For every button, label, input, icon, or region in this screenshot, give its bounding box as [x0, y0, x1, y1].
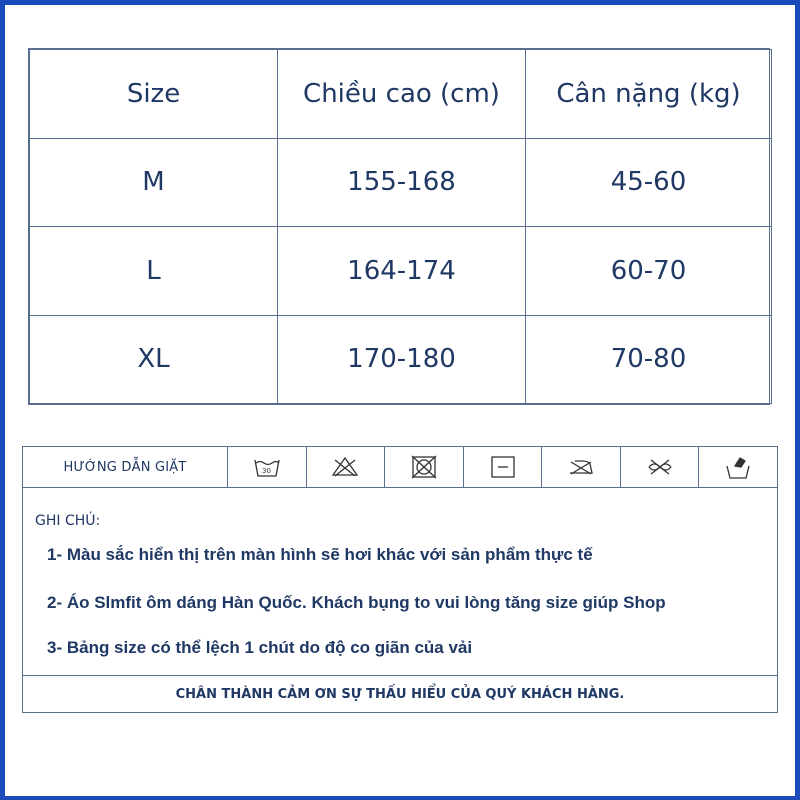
notes-title: GHI CHÚ: — [35, 513, 101, 529]
wash-guide-title: HƯỚNG DẪN GIẶT — [23, 447, 228, 487]
height-cell: 170-180 — [278, 315, 526, 404]
weight-cell: 60-70 — [526, 227, 772, 316]
header-size: Size — [30, 50, 278, 139]
note-item: 2- Áo Slmfit ôm dáng Hàn Quốc. Khách bụng to vui lòng tăng size giúp Shop — [47, 593, 666, 612]
hand-wash-icon — [699, 447, 777, 487]
no-tumble-dry-icon — [385, 447, 464, 487]
note-item: 3- Bảng size có thể lệch 1 chút do độ co giãn của vải — [47, 638, 473, 657]
weight-cell: 70-80 — [526, 315, 772, 404]
note-item: 1- Màu sắc hiển thị trên màn hình sẽ hơi khác với sản phẩm thực tế — [47, 545, 593, 564]
table-header-row — [30, 50, 772, 139]
height-cell: 155-168 — [278, 138, 526, 227]
wash-guide-row — [23, 447, 777, 488]
no-bleach-icon — [307, 447, 386, 487]
header-weight: Cân nặng (kg) — [526, 50, 772, 139]
svg-text:30: 30 — [261, 467, 271, 475]
low-iron-icon — [542, 447, 621, 487]
no-dry-clean-icon — [621, 447, 700, 487]
size-cell: M — [30, 138, 278, 227]
height-cell: 164-174 — [278, 227, 526, 316]
dry-flat-icon — [464, 447, 543, 487]
header-height: Chiều cao (cm) — [278, 50, 526, 139]
table-row — [30, 138, 772, 227]
table-row — [30, 227, 772, 316]
thanks-message: CHÂN THÀNH CẢM ƠN SỰ THẤU HIỂU CỦA QUÝ KHÁCH HÀNG. — [23, 675, 777, 713]
table-row — [30, 315, 772, 404]
size-cell: L — [30, 227, 278, 316]
size-cell: XL — [30, 315, 278, 404]
size-table — [28, 48, 770, 405]
care-guide-panel — [22, 446, 778, 713]
wash-30-icon — [228, 447, 307, 487]
weight-cell: 45-60 — [526, 138, 772, 227]
